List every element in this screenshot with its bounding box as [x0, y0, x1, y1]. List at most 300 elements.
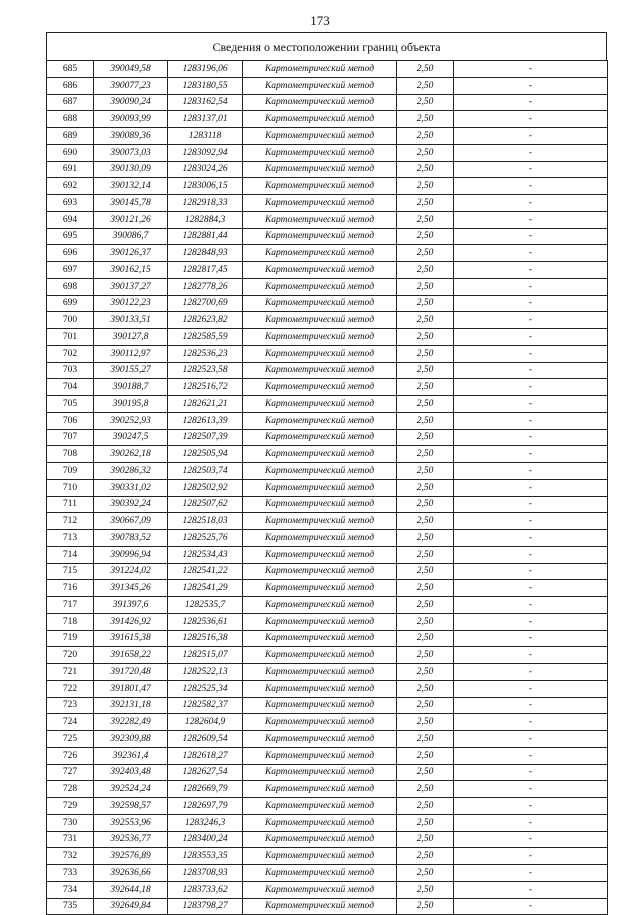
method-cell: Картометрический метод: [243, 580, 397, 597]
method-cell: Картометрический метод: [243, 295, 397, 312]
table-row: [47, 178, 608, 195]
point-number-cell: 724: [47, 714, 94, 731]
point-number-cell: 729: [47, 798, 94, 815]
description-cell: -: [454, 94, 608, 111]
description-cell: -: [454, 345, 608, 362]
method-cell: Картометрический метод: [243, 211, 397, 228]
y-coordinate-cell: 1282516,72: [168, 379, 243, 396]
table-row: [47, 111, 608, 128]
x-coordinate-cell: 390077,23: [94, 77, 168, 94]
precision-cell: 2,50: [397, 479, 454, 496]
precision-cell: 2,50: [397, 362, 454, 379]
point-number-cell: 696: [47, 245, 94, 262]
method-cell: Картометрический метод: [243, 697, 397, 714]
point-number-cell: 733: [47, 865, 94, 882]
point-number-cell: 699: [47, 295, 94, 312]
table-row: [47, 563, 608, 580]
table-row: [47, 312, 608, 329]
y-coordinate-cell: 1282507,62: [168, 496, 243, 513]
method-cell: Картометрический метод: [243, 563, 397, 580]
description-cell: -: [454, 496, 608, 513]
point-number-cell: 698: [47, 278, 94, 295]
y-coordinate-cell: 1282535,7: [168, 597, 243, 614]
method-cell: Картометрический метод: [243, 379, 397, 396]
table-row: [47, 680, 608, 697]
table-row: [47, 597, 608, 614]
precision-cell: 2,50: [397, 898, 454, 915]
method-cell: Картометрический метод: [243, 228, 397, 245]
precision-cell: 2,50: [397, 211, 454, 228]
y-coordinate-cell: 1282525,34: [168, 680, 243, 697]
point-number-cell: 731: [47, 831, 94, 848]
x-coordinate-cell: 392309,88: [94, 731, 168, 748]
table-row: [47, 463, 608, 480]
point-number-cell: 703: [47, 362, 94, 379]
y-coordinate-cell: 1282522,13: [168, 664, 243, 681]
method-cell: Картометрический метод: [243, 245, 397, 262]
description-cell: -: [454, 530, 608, 547]
y-coordinate-cell: 1282585,59: [168, 329, 243, 346]
description-cell: -: [454, 898, 608, 915]
y-coordinate-cell: 1282518,03: [168, 513, 243, 530]
point-number-cell: 704: [47, 379, 94, 396]
x-coordinate-cell: 390996,94: [94, 546, 168, 563]
y-coordinate-cell: 1282623,82: [168, 312, 243, 329]
x-coordinate-cell: 391224,02: [94, 563, 168, 580]
x-coordinate-cell: 390130,09: [94, 161, 168, 178]
x-coordinate-cell: 390155,27: [94, 362, 168, 379]
precision-cell: 2,50: [397, 613, 454, 630]
description-cell: -: [454, 295, 608, 312]
x-coordinate-cell: 390262,18: [94, 446, 168, 463]
precision-cell: 2,50: [397, 798, 454, 815]
precision-cell: 2,50: [397, 94, 454, 111]
y-coordinate-cell: 1282669,79: [168, 781, 243, 798]
table-row: [47, 613, 608, 630]
method-cell: Картометрический метод: [243, 446, 397, 463]
point-number-cell: 726: [47, 747, 94, 764]
y-coordinate-cell: 1282884,3: [168, 211, 243, 228]
precision-cell: 2,50: [397, 513, 454, 530]
boundary-coordinates-table: [46, 60, 608, 915]
method-cell: Картометрический метод: [243, 94, 397, 111]
point-number-cell: 686: [47, 77, 94, 94]
precision-cell: 2,50: [397, 714, 454, 731]
method-cell: Картометрический метод: [243, 77, 397, 94]
x-coordinate-cell: 390331,02: [94, 479, 168, 496]
table-row: [47, 898, 608, 915]
method-cell: Картометрический метод: [243, 613, 397, 630]
table-row: [47, 513, 608, 530]
method-cell: Картометрический метод: [243, 664, 397, 681]
method-cell: Картометрический метод: [243, 848, 397, 865]
point-number-cell: 705: [47, 396, 94, 413]
description-cell: -: [454, 111, 608, 128]
method-cell: Картометрический метод: [243, 178, 397, 195]
point-number-cell: 721: [47, 664, 94, 681]
precision-cell: 2,50: [397, 563, 454, 580]
precision-cell: 2,50: [397, 446, 454, 463]
y-coordinate-cell: 1282541,22: [168, 563, 243, 580]
description-cell: -: [454, 731, 608, 748]
x-coordinate-cell: 392524,24: [94, 781, 168, 798]
y-coordinate-cell: 1282525,76: [168, 530, 243, 547]
point-number-cell: 702: [47, 345, 94, 362]
y-coordinate-cell: 1283400,24: [168, 831, 243, 848]
description-cell: -: [454, 144, 608, 161]
precision-cell: 2,50: [397, 228, 454, 245]
table-row: [47, 412, 608, 429]
point-number-cell: 689: [47, 128, 94, 145]
point-number-cell: 727: [47, 764, 94, 781]
method-cell: Картометрический метод: [243, 781, 397, 798]
x-coordinate-cell: 390132,14: [94, 178, 168, 195]
description-cell: -: [454, 362, 608, 379]
precision-cell: 2,50: [397, 597, 454, 614]
description-cell: -: [454, 195, 608, 212]
method-cell: Картометрический метод: [243, 412, 397, 429]
x-coordinate-cell: 390126,37: [94, 245, 168, 262]
method-cell: Картометрический метод: [243, 61, 397, 78]
x-coordinate-cell: 390667,09: [94, 513, 168, 530]
x-coordinate-cell: 390086,7: [94, 228, 168, 245]
point-number-cell: 732: [47, 848, 94, 865]
precision-cell: 2,50: [397, 831, 454, 848]
table-row: [47, 262, 608, 279]
point-number-cell: 697: [47, 262, 94, 279]
x-coordinate-cell: 390286,32: [94, 463, 168, 480]
table-row: [47, 429, 608, 446]
x-coordinate-cell: 392403,48: [94, 764, 168, 781]
table-row: [47, 697, 608, 714]
y-coordinate-cell: 1282582,37: [168, 697, 243, 714]
x-coordinate-cell: 390137,27: [94, 278, 168, 295]
table-row: [47, 211, 608, 228]
point-number-cell: 725: [47, 731, 94, 748]
x-coordinate-cell: 391397,6: [94, 597, 168, 614]
y-coordinate-cell: 1282627,54: [168, 764, 243, 781]
y-coordinate-cell: 1283196,06: [168, 61, 243, 78]
point-number-cell: 700: [47, 312, 94, 329]
method-cell: Картометрический метод: [243, 865, 397, 882]
table-row: [47, 781, 608, 798]
y-coordinate-cell: 1283092,94: [168, 144, 243, 161]
description-cell: -: [454, 714, 608, 731]
x-coordinate-cell: 390247,5: [94, 429, 168, 446]
y-coordinate-cell: 1282700,69: [168, 295, 243, 312]
y-coordinate-cell: 1282848,93: [168, 245, 243, 262]
method-cell: Картометрический метод: [243, 128, 397, 145]
method-cell: Картометрический метод: [243, 898, 397, 915]
table-row: [47, 714, 608, 731]
precision-cell: 2,50: [397, 747, 454, 764]
description-cell: -: [454, 747, 608, 764]
description-cell: -: [454, 630, 608, 647]
precision-cell: 2,50: [397, 764, 454, 781]
description-cell: -: [454, 865, 608, 882]
description-cell: -: [454, 228, 608, 245]
y-coordinate-cell: 1283246,3: [168, 814, 243, 831]
description-cell: -: [454, 245, 608, 262]
precision-cell: 2,50: [397, 329, 454, 346]
precision-cell: 2,50: [397, 814, 454, 831]
precision-cell: 2,50: [397, 161, 454, 178]
table-row: [47, 128, 608, 145]
method-cell: Картометрический метод: [243, 329, 397, 346]
precision-cell: 2,50: [397, 245, 454, 262]
precision-cell: 2,50: [397, 647, 454, 664]
x-coordinate-cell: 391426,92: [94, 613, 168, 630]
x-coordinate-cell: 392649,84: [94, 898, 168, 915]
description-cell: -: [454, 379, 608, 396]
table-row: [47, 195, 608, 212]
precision-cell: 2,50: [397, 530, 454, 547]
description-cell: -: [454, 61, 608, 78]
y-coordinate-cell: 1282505,94: [168, 446, 243, 463]
precision-cell: 2,50: [397, 630, 454, 647]
method-cell: Картометрический метод: [243, 747, 397, 764]
y-coordinate-cell: 1282817,45: [168, 262, 243, 279]
method-cell: Картометрический метод: [243, 597, 397, 614]
y-coordinate-cell: 1282604,9: [168, 714, 243, 731]
method-cell: Картометрический метод: [243, 463, 397, 480]
point-number-cell: 692: [47, 178, 94, 195]
y-coordinate-cell: 1283024,26: [168, 161, 243, 178]
precision-cell: 2,50: [397, 463, 454, 480]
y-coordinate-cell: 1283553,35: [168, 848, 243, 865]
table-row: [47, 647, 608, 664]
table-title: Сведения о местоположении границ объекта: [46, 32, 607, 60]
x-coordinate-cell: 390145,78: [94, 195, 168, 212]
description-cell: -: [454, 697, 608, 714]
point-number-cell: 730: [47, 814, 94, 831]
y-coordinate-cell: 1282536,61: [168, 613, 243, 630]
precision-cell: 2,50: [397, 680, 454, 697]
table-row: [47, 77, 608, 94]
precision-cell: 2,50: [397, 865, 454, 882]
table-row: [47, 479, 608, 496]
description-cell: -: [454, 764, 608, 781]
point-number-cell: 687: [47, 94, 94, 111]
description-cell: -: [454, 412, 608, 429]
point-number-cell: 694: [47, 211, 94, 228]
method-cell: Картометрический метод: [243, 345, 397, 362]
point-number-cell: 685: [47, 61, 94, 78]
x-coordinate-cell: 390195,8: [94, 396, 168, 413]
x-coordinate-cell: 390049,58: [94, 61, 168, 78]
method-cell: Картометрический метод: [243, 530, 397, 547]
point-number-cell: 712: [47, 513, 94, 530]
method-cell: Картометрический метод: [243, 362, 397, 379]
y-coordinate-cell: 1282613,39: [168, 412, 243, 429]
point-number-cell: 728: [47, 781, 94, 798]
method-cell: Картометрический метод: [243, 429, 397, 446]
precision-cell: 2,50: [397, 848, 454, 865]
description-cell: -: [454, 680, 608, 697]
description-cell: -: [454, 664, 608, 681]
description-cell: -: [454, 781, 608, 798]
description-cell: -: [454, 597, 608, 614]
method-cell: Картометрический метод: [243, 195, 397, 212]
description-cell: -: [454, 563, 608, 580]
method-cell: Картометрический метод: [243, 278, 397, 295]
table-body: [47, 61, 608, 915]
precision-cell: 2,50: [397, 379, 454, 396]
precision-cell: 2,50: [397, 262, 454, 279]
method-cell: Картометрический метод: [243, 513, 397, 530]
point-number-cell: 690: [47, 144, 94, 161]
x-coordinate-cell: 390783,52: [94, 530, 168, 547]
table-row: [47, 446, 608, 463]
x-coordinate-cell: 392361,4: [94, 747, 168, 764]
description-cell: -: [454, 798, 608, 815]
table-row: [47, 362, 608, 379]
precision-cell: 2,50: [397, 178, 454, 195]
table-row: [47, 798, 608, 815]
point-number-cell: 722: [47, 680, 94, 697]
point-number-cell: 709: [47, 463, 94, 480]
y-coordinate-cell: 1282609,54: [168, 731, 243, 748]
y-coordinate-cell: 1282541,29: [168, 580, 243, 597]
precision-cell: 2,50: [397, 546, 454, 563]
description-cell: -: [454, 848, 608, 865]
x-coordinate-cell: 392553,96: [94, 814, 168, 831]
point-number-cell: 695: [47, 228, 94, 245]
table-row: [47, 530, 608, 547]
x-coordinate-cell: 390127,8: [94, 329, 168, 346]
x-coordinate-cell: 390090,24: [94, 94, 168, 111]
y-coordinate-cell: 1282515,07: [168, 647, 243, 664]
point-number-cell: 707: [47, 429, 94, 446]
precision-cell: 2,50: [397, 128, 454, 145]
table-row: [47, 496, 608, 513]
description-cell: -: [454, 513, 608, 530]
precision-cell: 2,50: [397, 496, 454, 513]
description-cell: -: [454, 814, 608, 831]
x-coordinate-cell: 390133,51: [94, 312, 168, 329]
point-number-cell: 711: [47, 496, 94, 513]
table-row: [47, 278, 608, 295]
x-coordinate-cell: 390093,99: [94, 111, 168, 128]
method-cell: Картометрический метод: [243, 111, 397, 128]
y-coordinate-cell: 1282534,43: [168, 546, 243, 563]
precision-cell: 2,50: [397, 345, 454, 362]
table-row: [47, 396, 608, 413]
method-cell: Картометрический метод: [243, 161, 397, 178]
table-row: [47, 228, 608, 245]
x-coordinate-cell: 391658,22: [94, 647, 168, 664]
point-number-cell: 706: [47, 412, 94, 429]
point-number-cell: 718: [47, 613, 94, 630]
y-coordinate-cell: 1282523,58: [168, 362, 243, 379]
table-row: [47, 831, 608, 848]
point-number-cell: 735: [47, 898, 94, 915]
x-coordinate-cell: 390122,23: [94, 295, 168, 312]
y-coordinate-cell: 1283162,54: [168, 94, 243, 111]
y-coordinate-cell: 1283180,55: [168, 77, 243, 94]
description-cell: -: [454, 463, 608, 480]
point-number-cell: 693: [47, 195, 94, 212]
x-coordinate-cell: 390392,24: [94, 496, 168, 513]
y-coordinate-cell: 1283733,62: [168, 881, 243, 898]
method-cell: Картометрический метод: [243, 496, 397, 513]
x-coordinate-cell: 391615,38: [94, 630, 168, 647]
method-cell: Картометрический метод: [243, 312, 397, 329]
y-coordinate-cell: 1282502,92: [168, 479, 243, 496]
x-coordinate-cell: 392576,89: [94, 848, 168, 865]
y-coordinate-cell: 1283118: [168, 128, 243, 145]
table-row: [47, 546, 608, 563]
y-coordinate-cell: 1282697,79: [168, 798, 243, 815]
x-coordinate-cell: 390112,97: [94, 345, 168, 362]
table-row: [47, 848, 608, 865]
y-coordinate-cell: 1282507,39: [168, 429, 243, 446]
x-coordinate-cell: 390188,7: [94, 379, 168, 396]
description-cell: -: [454, 479, 608, 496]
method-cell: Картометрический метод: [243, 479, 397, 496]
description-cell: -: [454, 580, 608, 597]
x-coordinate-cell: 392644,18: [94, 881, 168, 898]
x-coordinate-cell: 390162,15: [94, 262, 168, 279]
method-cell: Картометрический метод: [243, 731, 397, 748]
point-number-cell: 723: [47, 697, 94, 714]
method-cell: Картометрический метод: [243, 262, 397, 279]
x-coordinate-cell: 392598,57: [94, 798, 168, 815]
y-coordinate-cell: 1282778,26: [168, 278, 243, 295]
table-row: [47, 245, 608, 262]
table-row: [47, 814, 608, 831]
table-row: [47, 94, 608, 111]
description-cell: -: [454, 429, 608, 446]
precision-cell: 2,50: [397, 144, 454, 161]
x-coordinate-cell: 390252,93: [94, 412, 168, 429]
description-cell: -: [454, 881, 608, 898]
precision-cell: 2,50: [397, 731, 454, 748]
precision-cell: 2,50: [397, 781, 454, 798]
point-number-cell: 691: [47, 161, 94, 178]
description-cell: -: [454, 329, 608, 346]
point-number-cell: 719: [47, 630, 94, 647]
description-cell: -: [454, 647, 608, 664]
y-coordinate-cell: 1282536,23: [168, 345, 243, 362]
point-number-cell: 714: [47, 546, 94, 563]
description-cell: -: [454, 312, 608, 329]
precision-cell: 2,50: [397, 580, 454, 597]
y-coordinate-cell: 1282516,38: [168, 630, 243, 647]
method-cell: Картометрический метод: [243, 546, 397, 563]
method-cell: Картометрический метод: [243, 764, 397, 781]
point-number-cell: 708: [47, 446, 94, 463]
y-coordinate-cell: 1283708,93: [168, 865, 243, 882]
point-number-cell: 715: [47, 563, 94, 580]
point-number-cell: 710: [47, 479, 94, 496]
point-number-cell: 717: [47, 597, 94, 614]
y-coordinate-cell: 1282881,44: [168, 228, 243, 245]
description-cell: -: [454, 77, 608, 94]
x-coordinate-cell: 392636,66: [94, 865, 168, 882]
description-cell: -: [454, 396, 608, 413]
description-cell: -: [454, 128, 608, 145]
table-row: [47, 295, 608, 312]
y-coordinate-cell: 1282503,74: [168, 463, 243, 480]
x-coordinate-cell: 392282,49: [94, 714, 168, 731]
table-row: [47, 329, 608, 346]
precision-cell: 2,50: [397, 312, 454, 329]
description-cell: -: [454, 446, 608, 463]
method-cell: Картометрический метод: [243, 798, 397, 815]
y-coordinate-cell: 1282618,27: [168, 747, 243, 764]
table-row: [47, 61, 608, 78]
